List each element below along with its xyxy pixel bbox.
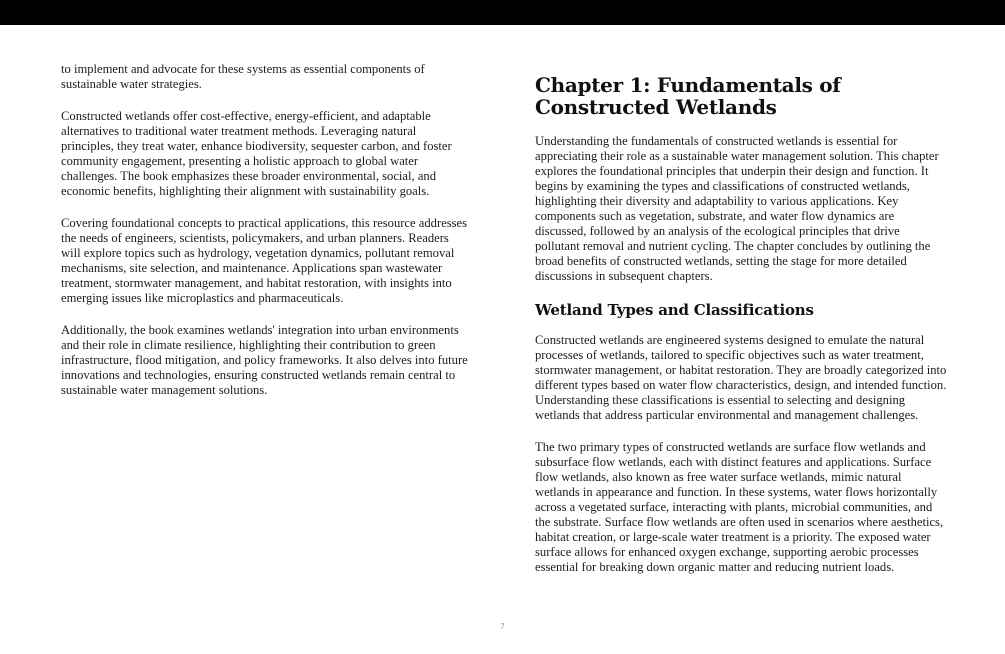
left-paragraph-3: Covering foundational concepts to practical applications, this resource addresses the needs of engineers, scientists, policymakers, and urban planners. Readers will explore topics such as hydrology, vegetation dynamics, pollutant removal mechanisms, site selection, and maintenance. Applications span wastewater treatment, stormwater management, and habitat restoration, with insights into emerging issues like microplastics and pharmaceuticals. bbox=[61, 216, 468, 305]
left-paragraph-1: to implement and advocate for these systems as essential components of sustainable water strategies. bbox=[61, 62, 425, 91]
page-number: 7 bbox=[500, 622, 505, 631]
left-paragraph-2: Constructed wetlands offer cost-effective, energy-efficient, and adaptable alternatives to traditional water treatment methods. Leveraging natural principles, they treat water, enhance biodiversity, sequester carbon, and foster community engagement, presenting a holistic approach to global water challenges. The book emphasizes these broader environmental, social, and economic benefits, highlighting their alignment with sustainability goals. bbox=[61, 109, 452, 198]
right-page bbox=[535, 74, 947, 592]
section-paragraph-2: The two primary types of constructed wetlands are surface flow wetlands and subsurface flow wetlands, each with distinct features and applications. Surface flow wetlands, also known as free water surface wetlands, mimic natural wetlands in appearance and function. In these systems, water flows horizontally across a vegetated surface, interacting with plants, microbial communities, and the substrate. Surface flow wetlands are often used in scenarios where aesthetics, habitat creation, or large-scale water treatment is a priority. The exposed water surface allows for enhanced oxygen exchange, supporting aerobic processes essential for breaking down organic matter and reducing nutrient loads. bbox=[535, 440, 944, 574]
left-paragraph-4: Additionally, the book examines wetlands' integration into urban environments and their role in climate resilience, highlighting their contribution to green infrastructure, flood mitigation, and policy frameworks. It also delves into future innovations and technologies, ensuring constructed wetlands remain central to sustainable water management solutions. bbox=[61, 323, 468, 397]
chapter-title: Chapter 1: Fundamentals of Constructed Wetlands bbox=[535, 73, 841, 119]
section-heading: Wetland Types and Classifications bbox=[535, 301, 814, 319]
section-paragraph-1: Constructed wetlands are engineered systems designed to emulate the natural processes of wetlands, tailored to specific objectives such as water treatment, stormwater management, or habitat restoration. They are broadly categorized into different types based on water flow characteristics, design, and intended function. Understanding these classifications is essential to selecting and designing wetlands that address particular environmental and management challenges. bbox=[535, 333, 947, 422]
chapter-intro: Understanding the fundamentals of constructed wetlands is essential for appreciating their role as a sustainable water management solution. This chapter explores the foundational principles that underpin their design and function. It begins by examining the types and classifications of constructed wetlands, highlighting their diversity and adaptability to various applications. Key components such as vegetation, substrate, and water flow dynamics are discussed, followed by an analysis of the ecological principles that drive pollutant removal and nutrient cycling. The chapter concludes by outlining the broad benefits of constructed wetlands, setting the stage for more detailed discussions in subsequent chapters. bbox=[535, 134, 939, 283]
left-page bbox=[61, 62, 471, 415]
top-bar bbox=[0, 0, 1005, 25]
